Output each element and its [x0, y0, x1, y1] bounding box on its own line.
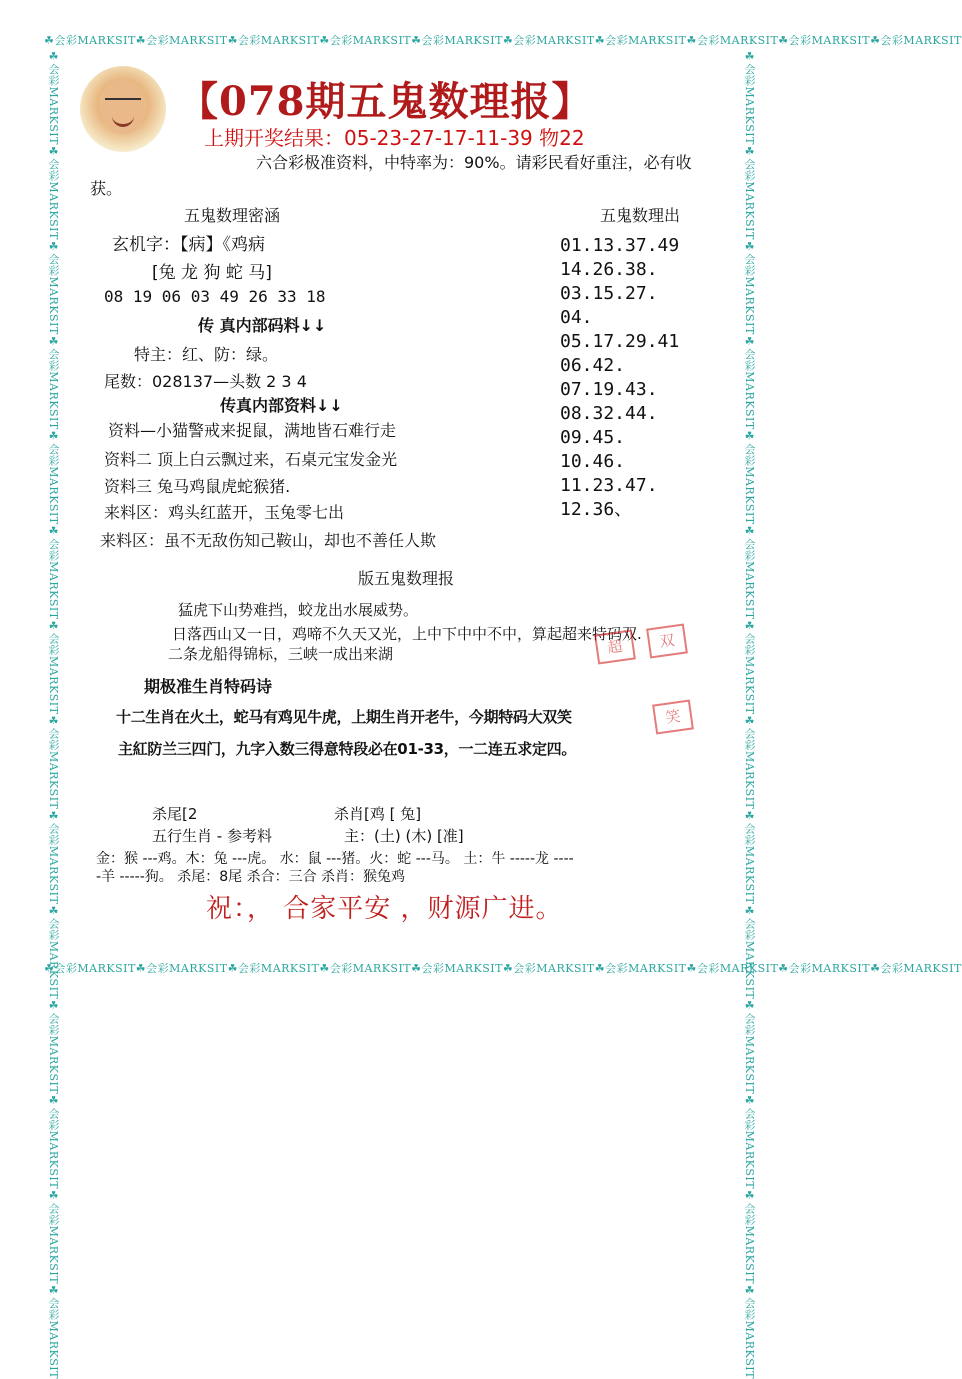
source-line-2: 来料区：虽不无敌伤知己鞍山，却也不善任人欺	[100, 531, 437, 550]
number-group: 14.26.38.	[560, 259, 658, 280]
number-group: 03.15.27.	[560, 283, 658, 304]
border-top: ☘会彩MARKSIT☘会彩MARKSIT☘会彩MARKSIT☘会彩MARKSIT☘会彩MARKSIT☘会彩MARKSIT☘会彩MARKSIT☘会彩MARKSIT☘会彩MARKSIT☘会彩MARKSIT	[44, 34, 962, 47]
elements-line-2: -羊 -----狗。 杀尾：8尾 杀合：三合 杀肖：猴兔鸡	[96, 869, 406, 885]
poem-line-1: 猛虎下山势难挡，蛟龙出水展威势。	[178, 601, 419, 619]
blessing-text: 祝：， 合家平安 ，财源广进。	[206, 894, 563, 924]
last-draw-result: 上期开奖结果：05-23-27-17-11-39 物22	[204, 126, 585, 150]
tail-numbers: 尾数：028137—头数 2 3 4	[104, 372, 307, 391]
fax-code-label: 传 真内部码料↓↓	[198, 316, 327, 335]
number-group: 10.46.	[560, 451, 626, 472]
border-right: ☘会彩MARKSIT☘会彩MARKSIT☘会彩MARKSIT☘会彩MARKSIT☘会彩MARKSIT☘会彩MARKSIT☘会彩MARKSIT☘会彩MARKSIT☘会彩MARKSIT☘会彩MARKSIT☘会彩MARKSIT☘会彩MARKSIT☘会彩MARKSIT☘会彩MARKSIT	[743, 50, 756, 1379]
data-line-1: 资料—小猫警戒来捉鼠，满地皆石难行走	[108, 421, 397, 440]
intro-text-line1: 六合彩极准资料，中特率为：90%。请彩民看好重注，必有收	[256, 153, 692, 172]
intro-text-line2: 获。	[90, 179, 123, 198]
special-poem-heading: 期极准生肖特码诗	[144, 677, 273, 696]
special-poem-line-1: 十二生肖在火土，蛇马有鸡见牛虎，上期生肖开老牛，今期特码大双笑	[116, 708, 572, 726]
five-elements-label: 五行生肖 - 参考料	[152, 827, 272, 845]
left-heading: 五鬼数理密涵	[184, 206, 281, 225]
xuanji-text: 玄机字：【病】《鸡病	[112, 235, 265, 255]
number-group: 12.36、	[560, 499, 633, 520]
number-group: 09.45.	[560, 427, 626, 448]
red-stamp: 笑	[652, 700, 694, 735]
border-bottom: ☘会彩MARKSIT☘会彩MARKSIT☘会彩MARKSIT☘会彩MARKSIT☘会彩MARKSIT☘会彩MARKSIT☘会彩MARKSIT☘会彩MARKSIT☘会彩MARKSIT☘会彩MARKSIT	[44, 962, 962, 975]
data-line-2: 资料二 顶上白云飘过来，石桌元宝发金光	[104, 450, 398, 469]
number-groups-list	[560, 234, 679, 522]
number-group: 01.13.37.49	[560, 235, 680, 256]
special-poem-line-2: 主紅防兰三四门，九字入数三得意特段必在01-33，一二连五求定四。	[118, 740, 577, 758]
special-color: 特主：红、防：绿。	[134, 345, 279, 364]
zodiac-list: [兔 龙 狗 蛇 马]	[152, 263, 272, 283]
main-elements: 主：(土) (木) [准]	[344, 827, 464, 845]
page-title: 【078期五鬼数理报】	[178, 78, 593, 125]
number-group: 11.23.47.	[560, 475, 658, 496]
fax-data-label: 传真内部资料↓↓	[220, 396, 343, 415]
edition-label: 版五鬼数理报	[358, 569, 455, 588]
kill-tail: 杀尾[2	[152, 805, 198, 823]
data-line-3: 资料三 兔马鸡鼠虎蛇猴猪.	[104, 477, 291, 496]
number-group: 04.	[560, 307, 593, 328]
red-stamp: 双	[646, 624, 688, 659]
number-group: 07.19.43.	[560, 379, 658, 400]
border-left: ☘会彩MARKSIT☘会彩MARKSIT☘会彩MARKSIT☘会彩MARKSIT☘会彩MARKSIT☘会彩MARKSIT☘会彩MARKSIT☘会彩MARKSIT☘会彩MARKSIT☘会彩MARKSIT☘会彩MARKSIT☘会彩MARKSIT☘会彩MARKSIT☘会彩MARKSIT	[47, 50, 60, 1379]
red-stamp: 超	[594, 630, 636, 665]
poem-line-3: 二条龙船得锦标，三峡一成出来湖	[168, 645, 394, 663]
right-heading: 五鬼数理出	[600, 206, 681, 225]
number-group: 05.17.29.41	[560, 331, 680, 352]
source-line-1: 来料区：鸡头红蓝开，玉兔零七出	[104, 503, 345, 522]
number-group: 08.32.44.	[560, 403, 658, 424]
portrait-image	[80, 66, 166, 152]
elements-line-1: 金：猴 ---鸡。木：兔 ---虎。 水：鼠 ---猪。火：蛇 ---马。 土：牛 -----龙 ----	[96, 851, 574, 867]
kill-zodiac: 杀肖[鸡 [ 兔]	[334, 805, 422, 823]
poem-line-2: 日落西山又一日，鸡啼不久天又光，上中下中中不中，算起超来特码双.	[172, 625, 642, 643]
number-group: 06.42.	[560, 355, 626, 376]
number-list: 08 19 06 03 49 26 33 18	[104, 287, 326, 306]
